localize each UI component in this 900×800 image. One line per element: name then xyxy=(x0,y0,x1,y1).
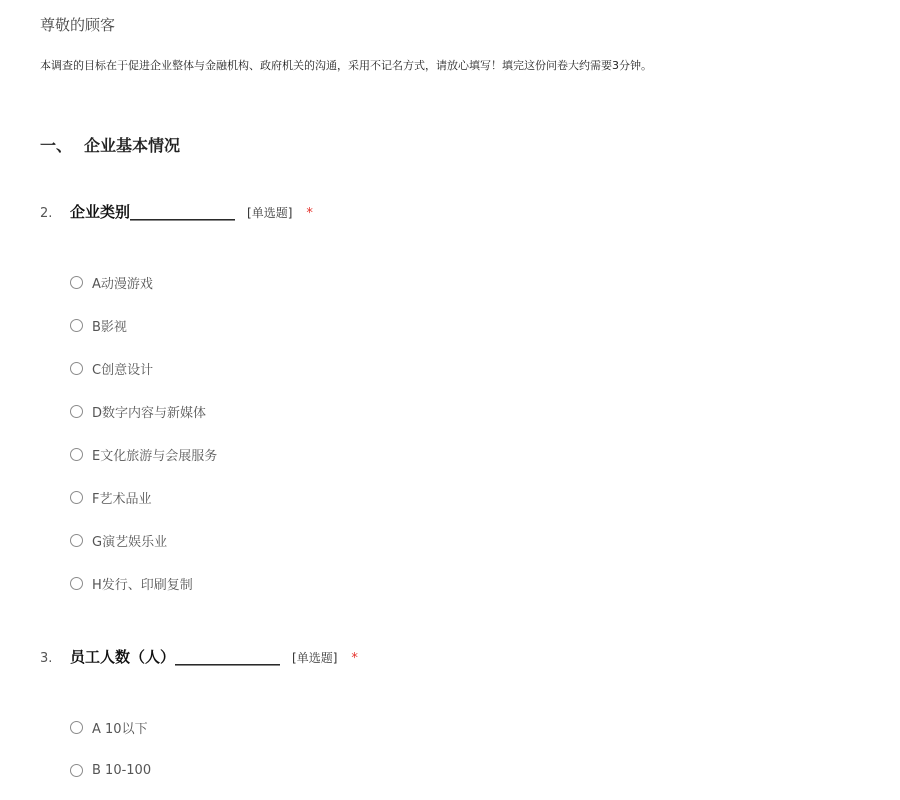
option-label: A 10以下 xyxy=(92,721,148,737)
option-label: B 10-100 xyxy=(92,762,152,778)
option-label: C创意设计 xyxy=(92,362,154,378)
radio-button[interactable] xyxy=(70,276,83,289)
question-number: 3. xyxy=(40,651,53,666)
required-mark: * xyxy=(351,651,358,666)
option-h-publishing-printing[interactable] xyxy=(70,573,193,593)
option-b-10-100[interactable] xyxy=(70,760,151,780)
question-title: 企业类别______________ xyxy=(70,203,236,221)
option-label: H发行、印刷复制 xyxy=(92,577,193,593)
option-label: D数字内容与新媒体 xyxy=(92,405,207,421)
question-type-label: [单选题] xyxy=(247,206,293,220)
survey-greeting: 尊敬的顾客 xyxy=(40,16,116,34)
option-label: G演艺娱乐业 xyxy=(92,534,168,550)
option-g-performing-arts[interactable] xyxy=(70,530,167,550)
option-label: A动漫游戏 xyxy=(92,276,153,292)
option-b-film-tv[interactable] xyxy=(70,315,127,335)
radio-button[interactable] xyxy=(70,721,83,734)
option-label: B影视 xyxy=(92,319,127,335)
question-title: 员工人数（人）______________ xyxy=(70,648,281,666)
radio-button[interactable] xyxy=(70,764,83,777)
radio-button[interactable] xyxy=(70,362,83,375)
radio-button[interactable] xyxy=(70,319,83,332)
question-type-label: [单选题] xyxy=(292,651,338,665)
section-heading xyxy=(40,134,180,158)
option-e-culture-tourism[interactable] xyxy=(70,444,217,464)
option-label: E文化旅游与会展服务 xyxy=(92,448,218,464)
radio-button[interactable] xyxy=(70,577,83,590)
section-number: 一、 xyxy=(40,136,73,155)
option-c-creative-design[interactable] xyxy=(70,358,153,378)
option-a-under-10[interactable] xyxy=(70,717,148,737)
radio-button[interactable] xyxy=(70,405,83,418)
survey-intro: 本调查的目标在于促进企业整体与金融机构、政府机关的沟通，采用不记名方式，请放心填写！填完这份问卷大约需要3分钟。 xyxy=(40,59,652,72)
question-3-header xyxy=(40,645,358,671)
question-number: 2. xyxy=(40,206,53,221)
radio-button[interactable] xyxy=(70,534,83,547)
option-label: F艺术品业 xyxy=(92,491,152,507)
radio-button[interactable] xyxy=(70,491,83,504)
question-2-header xyxy=(40,200,313,226)
required-mark: * xyxy=(306,206,313,221)
option-f-art[interactable] xyxy=(70,487,151,507)
option-d-digital-content[interactable] xyxy=(70,401,206,421)
section-title: 企业基本情况 xyxy=(84,136,181,155)
option-a-animation-games[interactable] xyxy=(70,272,153,292)
radio-button[interactable] xyxy=(70,448,83,461)
